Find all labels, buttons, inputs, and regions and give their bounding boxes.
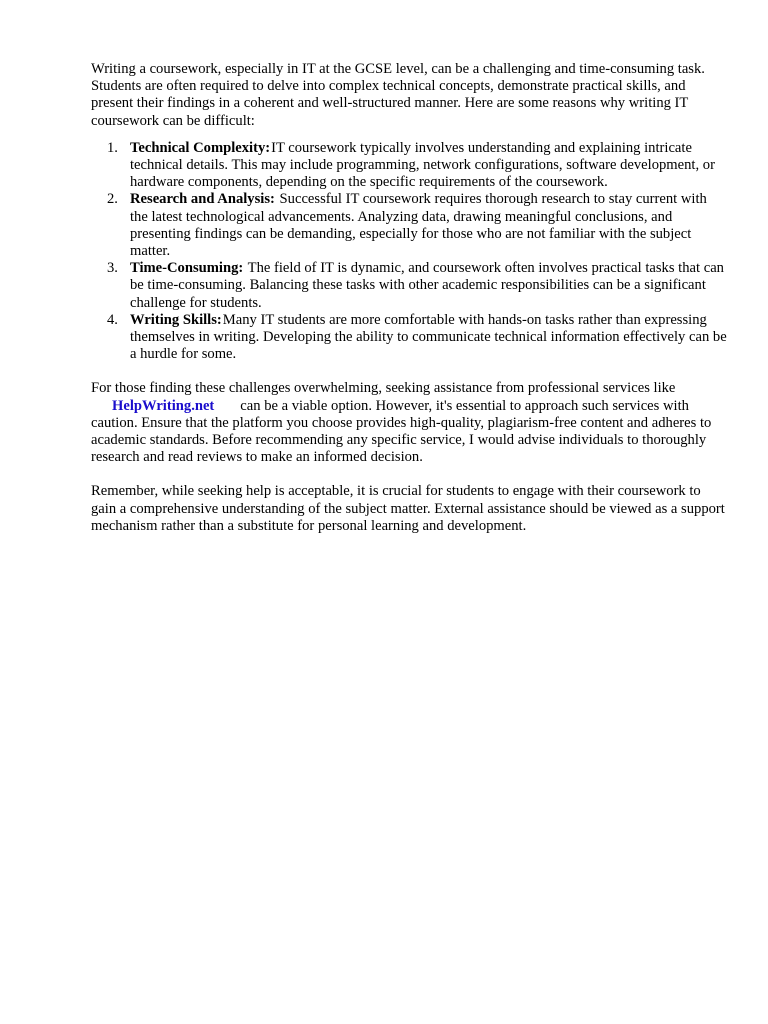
list-item-text: Successful IT coursework requires thorough research to stay current with the latest technological advancements. Analyzing data, drawing meaningful conclusions, and presenting findings can be demanding, especially for those who are not familiar with the subject matter. (130, 191, 707, 260)
list-item-term: Research and Analysis: (130, 191, 275, 208)
assistance-paragraph (91, 380, 727, 466)
list-item-number: 3. (107, 260, 118, 277)
list-item-text: IT coursework typically involves understanding and explaining intricate technical details. This may include programming, network configurations, software development, or hardware components, depending on the specific requirements of the coursework. (130, 139, 715, 191)
list-item (107, 260, 727, 312)
helpwriting-link[interactable]: HelpWriting.net (112, 397, 215, 414)
list-item (107, 139, 727, 192)
document-page (91, 61, 727, 535)
list-item-number: 1. (107, 139, 118, 156)
closing-paragraph: Remember, while seeking help is acceptable, it is crucial for students to engage with their coursework to gain a comprehensive understanding of the subject matter. External assistance should be viewed as a support mechanism rather than a substitute for personal learning and development. (91, 483, 725, 534)
list-item (107, 311, 727, 364)
list-item-number: 2. (107, 191, 118, 208)
list-item-text: Many IT students are more comfortable with hands-on tasks rather than expressing themselves in writing. Developing the ability to communicate technical information effectively can be a hurdle for some. (130, 311, 727, 363)
intro-paragraph: Writing a coursework, especially in IT at the GCSE level, can be a challenging and time-consuming task. Students are often required to delve into complex technical concepts, demonstrate practical skills, and present their findings in a coherent and well-structured manner. Here are some reasons why writing IT coursework can be difficult: (91, 61, 705, 129)
list-item-text: The field of IT is dynamic, and coursework often involves practical tasks that can be time-consuming. Balancing these tasks with other academic responsibilities can be a significant challenge for students. (130, 260, 724, 311)
list-item-number: 4. (107, 311, 118, 328)
list-item-term: Technical Complexity: (130, 139, 271, 156)
list-item (107, 191, 727, 260)
list-item-term: Time-Consuming: (130, 260, 244, 277)
assistance-text-before: For those finding these challenges overwhelming, seeking assistance from professional services like (91, 380, 676, 397)
reasons-list (91, 140, 727, 364)
list-item-term: Writing Skills: (130, 311, 222, 328)
assistance-text-after: can be a viable option. However, it's essential to approach such services with caution. Ensure that the platform you choose provides high-quality, plagiarism-free content and adheres to academic standards. Before recommending any specific service, I would advise individuals to thoroughly research and read reviews to make an informed decision. (91, 397, 712, 466)
